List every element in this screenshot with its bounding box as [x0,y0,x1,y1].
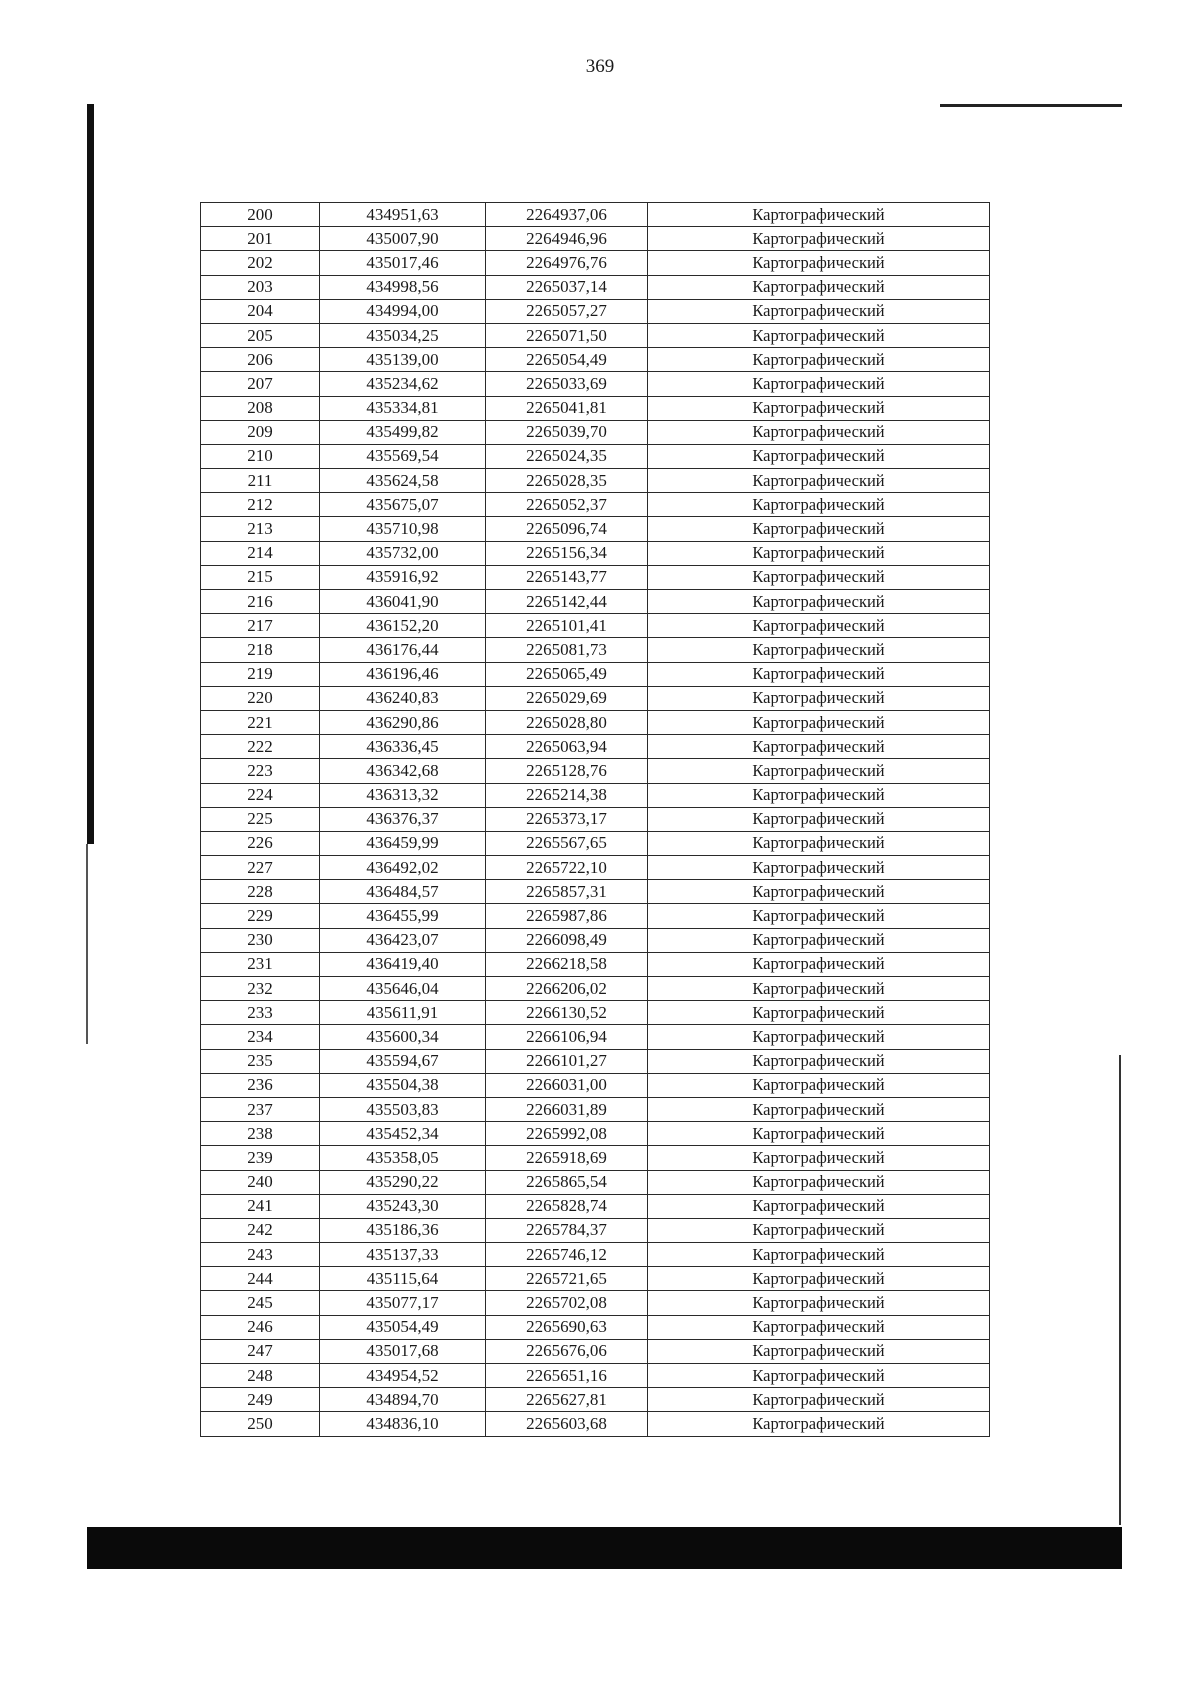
x-coordinate-cell: 435358,05 [320,1146,486,1170]
method-cell: Картографический [648,759,990,783]
table-row [201,1388,990,1412]
point-number-cell: 217 [201,614,320,638]
x-coordinate-cell: 435646,04 [320,977,486,1001]
x-coordinate-cell: 436041,90 [320,590,486,614]
point-number-cell: 226 [201,831,320,855]
method-cell: Картографический [648,1194,990,1218]
point-number-cell: 206 [201,348,320,372]
table-row [201,1291,990,1315]
y-coordinate-cell: 2265071,50 [486,323,648,347]
y-coordinate-cell: 2266130,52 [486,1001,648,1025]
method-cell: Картографический [648,323,990,347]
x-coordinate-cell: 435916,92 [320,565,486,589]
table-row [201,686,990,710]
y-coordinate-cell: 2265373,17 [486,807,648,831]
y-coordinate-cell: 2266098,49 [486,928,648,952]
coordinates-table-wrapper [200,202,990,1437]
point-number-cell: 241 [201,1194,320,1218]
method-cell: Картографический [648,880,990,904]
y-coordinate-cell: 2265024,35 [486,444,648,468]
table-row [201,928,990,952]
method-cell: Картографический [648,565,990,589]
x-coordinate-cell: 436376,37 [320,807,486,831]
point-number-cell: 218 [201,638,320,662]
table-row [201,1001,990,1025]
x-coordinate-cell: 435600,34 [320,1025,486,1049]
method-cell: Картографический [648,1243,990,1267]
point-number-cell: 207 [201,372,320,396]
y-coordinate-cell: 2266031,00 [486,1073,648,1097]
y-coordinate-cell: 2266101,27 [486,1049,648,1073]
x-coordinate-cell: 436484,57 [320,880,486,904]
table-row [201,444,990,468]
point-number-cell: 236 [201,1073,320,1097]
table-row [201,1122,990,1146]
y-coordinate-cell: 2265128,76 [486,759,648,783]
page-number: 369 [585,56,615,77]
point-number-cell: 216 [201,590,320,614]
point-number-cell: 214 [201,541,320,565]
method-cell: Картографический [648,1025,990,1049]
table-row [201,1267,990,1291]
y-coordinate-cell: 2265028,35 [486,469,648,493]
x-coordinate-cell: 435017,68 [320,1339,486,1363]
y-coordinate-cell: 2265142,44 [486,590,648,614]
x-coordinate-cell: 436423,07 [320,928,486,952]
method-cell: Картографический [648,686,990,710]
method-cell: Картографический [648,638,990,662]
y-coordinate-cell: 2265627,81 [486,1388,648,1412]
table-row [201,735,990,759]
table-row [201,1364,990,1388]
table-row [201,420,990,444]
method-cell: Картографический [648,1170,990,1194]
method-cell: Картографический [648,444,990,468]
point-number-cell: 208 [201,396,320,420]
method-cell: Картографический [648,1097,990,1121]
method-cell: Картографический [648,1291,990,1315]
method-cell: Картографический [648,348,990,372]
point-number-cell: 224 [201,783,320,807]
point-number-cell: 243 [201,1243,320,1267]
y-coordinate-cell: 2265054,49 [486,348,648,372]
coordinates-table-body [201,203,990,1437]
point-number-cell: 229 [201,904,320,928]
method-cell: Картографический [648,227,990,251]
x-coordinate-cell: 435334,81 [320,396,486,420]
method-cell: Картографический [648,203,990,227]
x-coordinate-cell: 435675,07 [320,493,486,517]
x-coordinate-cell: 435139,00 [320,348,486,372]
point-number-cell: 232 [201,977,320,1001]
table-row [201,904,990,928]
point-number-cell: 200 [201,203,320,227]
point-number-cell: 231 [201,952,320,976]
point-number-cell: 246 [201,1315,320,1339]
y-coordinate-cell: 2265857,31 [486,880,648,904]
x-coordinate-cell: 436342,68 [320,759,486,783]
method-cell: Картографический [648,372,990,396]
method-cell: Картографический [648,1364,990,1388]
table-row [201,227,990,251]
table-row [201,565,990,589]
y-coordinate-cell: 2265081,73 [486,638,648,662]
table-row [201,1194,990,1218]
y-coordinate-cell: 2265702,08 [486,1291,648,1315]
x-coordinate-cell: 435452,34 [320,1122,486,1146]
point-number-cell: 213 [201,517,320,541]
x-coordinate-cell: 435499,82 [320,420,486,444]
y-coordinate-cell: 2265690,63 [486,1315,648,1339]
point-number-cell: 242 [201,1218,320,1242]
y-coordinate-cell: 2266206,02 [486,977,648,1001]
x-coordinate-cell: 435017,46 [320,251,486,275]
table-row [201,1097,990,1121]
y-coordinate-cell: 2265039,70 [486,420,648,444]
table-row [201,1218,990,1242]
method-cell: Картографический [648,396,990,420]
y-coordinate-cell: 2266218,58 [486,952,648,976]
point-number-cell: 234 [201,1025,320,1049]
point-number-cell: 201 [201,227,320,251]
table-row [201,517,990,541]
point-number-cell: 212 [201,493,320,517]
x-coordinate-cell: 435007,90 [320,227,486,251]
x-coordinate-cell: 436336,45 [320,735,486,759]
method-cell: Картографический [648,469,990,493]
table-row [201,638,990,662]
point-number-cell: 222 [201,735,320,759]
method-cell: Картографический [648,904,990,928]
point-number-cell: 233 [201,1001,320,1025]
x-coordinate-cell: 435243,30 [320,1194,486,1218]
y-coordinate-cell: 2264937,06 [486,203,648,227]
method-cell: Картографический [648,541,990,565]
method-cell: Картографический [648,251,990,275]
x-coordinate-cell: 436240,83 [320,686,486,710]
point-number-cell: 220 [201,686,320,710]
y-coordinate-cell: 2264946,96 [486,227,648,251]
method-cell: Картографический [648,1049,990,1073]
scan-border-top [940,104,1122,107]
table-row [201,759,990,783]
y-coordinate-cell: 2264976,76 [486,251,648,275]
y-coordinate-cell: 2265746,12 [486,1243,648,1267]
table-row [201,1243,990,1267]
y-coordinate-cell: 2265721,65 [486,1267,648,1291]
method-cell: Картографический [648,1388,990,1412]
y-coordinate-cell: 2265784,37 [486,1218,648,1242]
table-row [201,541,990,565]
point-number-cell: 225 [201,807,320,831]
table-row [201,1170,990,1194]
y-coordinate-cell: 2265828,74 [486,1194,648,1218]
y-coordinate-cell: 2265865,54 [486,1170,648,1194]
y-coordinate-cell: 2265722,10 [486,856,648,880]
table-row [201,1025,990,1049]
table-row [201,590,990,614]
method-cell: Картографический [648,928,990,952]
table-row [201,1412,990,1436]
y-coordinate-cell: 2265676,06 [486,1339,648,1363]
x-coordinate-cell: 435504,38 [320,1073,486,1097]
y-coordinate-cell: 2265143,77 [486,565,648,589]
x-coordinate-cell: 434951,63 [320,203,486,227]
x-coordinate-cell: 436152,20 [320,614,486,638]
x-coordinate-cell: 436459,99 [320,831,486,855]
scan-border-left [87,104,94,844]
x-coordinate-cell: 436313,32 [320,783,486,807]
point-number-cell: 227 [201,856,320,880]
method-cell: Картографический [648,590,990,614]
table-row [201,1073,990,1097]
table-row [201,203,990,227]
method-cell: Картографический [648,517,990,541]
scan-border-left-thin [86,844,88,1044]
method-cell: Картографический [648,856,990,880]
x-coordinate-cell: 435077,17 [320,1291,486,1315]
method-cell: Картографический [648,1339,990,1363]
table-row [201,807,990,831]
y-coordinate-cell: 2265156,34 [486,541,648,565]
table-row [201,1146,990,1170]
point-number-cell: 250 [201,1412,320,1436]
method-cell: Картографический [648,493,990,517]
y-coordinate-cell: 2265033,69 [486,372,648,396]
point-number-cell: 245 [201,1291,320,1315]
method-cell: Картографический [648,807,990,831]
x-coordinate-cell: 435732,00 [320,541,486,565]
coordinates-table [200,202,990,1437]
y-coordinate-cell: 2265028,80 [486,710,648,734]
x-coordinate-cell: 435569,54 [320,444,486,468]
y-coordinate-cell: 2266031,89 [486,1097,648,1121]
point-number-cell: 230 [201,928,320,952]
point-number-cell: 219 [201,662,320,686]
x-coordinate-cell: 435034,25 [320,323,486,347]
y-coordinate-cell: 2265567,65 [486,831,648,855]
y-coordinate-cell: 2265651,16 [486,1364,648,1388]
x-coordinate-cell: 435137,33 [320,1243,486,1267]
x-coordinate-cell: 436492,02 [320,856,486,880]
point-number-cell: 211 [201,469,320,493]
method-cell: Картографический [648,420,990,444]
table-row [201,783,990,807]
table-row [201,1049,990,1073]
table-row [201,856,990,880]
method-cell: Картографический [648,977,990,1001]
table-row [201,831,990,855]
table-row [201,710,990,734]
table-row [201,880,990,904]
table-row [201,251,990,275]
table-row [201,372,990,396]
point-number-cell: 205 [201,323,320,347]
y-coordinate-cell: 2265096,74 [486,517,648,541]
point-number-cell: 204 [201,299,320,323]
point-number-cell: 210 [201,444,320,468]
method-cell: Картографический [648,1122,990,1146]
x-coordinate-cell: 435234,62 [320,372,486,396]
point-number-cell: 228 [201,880,320,904]
y-coordinate-cell: 2265041,81 [486,396,648,420]
table-row [201,977,990,1001]
method-cell: Картографический [648,1001,990,1025]
x-coordinate-cell: 435624,58 [320,469,486,493]
scan-border-right [1119,1055,1121,1525]
y-coordinate-cell: 2265052,37 [486,493,648,517]
method-cell: Картографический [648,299,990,323]
table-row [201,662,990,686]
y-coordinate-cell: 2265987,86 [486,904,648,928]
x-coordinate-cell: 434998,56 [320,275,486,299]
point-number-cell: 244 [201,1267,320,1291]
method-cell: Картографический [648,275,990,299]
method-cell: Картографический [648,662,990,686]
method-cell: Картографический [648,1315,990,1339]
point-number-cell: 237 [201,1097,320,1121]
method-cell: Картографический [648,1218,990,1242]
table-row [201,275,990,299]
x-coordinate-cell: 435054,49 [320,1315,486,1339]
method-cell: Картографический [648,710,990,734]
point-number-cell: 247 [201,1339,320,1363]
x-coordinate-cell: 435611,91 [320,1001,486,1025]
x-coordinate-cell: 434954,52 [320,1364,486,1388]
x-coordinate-cell: 436419,40 [320,952,486,976]
table-row [201,323,990,347]
x-coordinate-cell: 434894,70 [320,1388,486,1412]
table-row [201,952,990,976]
table-row [201,614,990,638]
point-number-cell: 249 [201,1388,320,1412]
point-number-cell: 235 [201,1049,320,1073]
table-row [201,1315,990,1339]
x-coordinate-cell: 435594,67 [320,1049,486,1073]
point-number-cell: 221 [201,710,320,734]
table-row [201,493,990,517]
method-cell: Картографический [648,831,990,855]
method-cell: Картографический [648,783,990,807]
table-row [201,348,990,372]
x-coordinate-cell: 436290,86 [320,710,486,734]
table-row [201,299,990,323]
method-cell: Картографический [648,735,990,759]
y-coordinate-cell: 2265214,38 [486,783,648,807]
y-coordinate-cell: 2265065,49 [486,662,648,686]
x-coordinate-cell: 436455,99 [320,904,486,928]
y-coordinate-cell: 2265603,68 [486,1412,648,1436]
x-coordinate-cell: 435115,64 [320,1267,486,1291]
y-coordinate-cell: 2265063,94 [486,735,648,759]
x-coordinate-cell: 435290,22 [320,1170,486,1194]
point-number-cell: 203 [201,275,320,299]
x-coordinate-cell: 436196,46 [320,662,486,686]
x-coordinate-cell: 436176,44 [320,638,486,662]
method-cell: Картографический [648,1267,990,1291]
point-number-cell: 240 [201,1170,320,1194]
method-cell: Картографический [648,1412,990,1436]
method-cell: Картографический [648,952,990,976]
scan-border-bottom [87,1527,1122,1569]
point-number-cell: 202 [201,251,320,275]
y-coordinate-cell: 2265992,08 [486,1122,648,1146]
y-coordinate-cell: 2265057,27 [486,299,648,323]
table-row [201,1339,990,1363]
point-number-cell: 238 [201,1122,320,1146]
y-coordinate-cell: 2265101,41 [486,614,648,638]
point-number-cell: 223 [201,759,320,783]
point-number-cell: 215 [201,565,320,589]
method-cell: Картографический [648,1146,990,1170]
point-number-cell: 209 [201,420,320,444]
y-coordinate-cell: 2266106,94 [486,1025,648,1049]
method-cell: Картографический [648,1073,990,1097]
y-coordinate-cell: 2265029,69 [486,686,648,710]
y-coordinate-cell: 2265918,69 [486,1146,648,1170]
x-coordinate-cell: 435710,98 [320,517,486,541]
table-row [201,469,990,493]
point-number-cell: 248 [201,1364,320,1388]
table-row [201,396,990,420]
x-coordinate-cell: 434836,10 [320,1412,486,1436]
y-coordinate-cell: 2265037,14 [486,275,648,299]
method-cell: Картографический [648,614,990,638]
x-coordinate-cell: 435186,36 [320,1218,486,1242]
point-number-cell: 239 [201,1146,320,1170]
x-coordinate-cell: 435503,83 [320,1097,486,1121]
x-coordinate-cell: 434994,00 [320,299,486,323]
